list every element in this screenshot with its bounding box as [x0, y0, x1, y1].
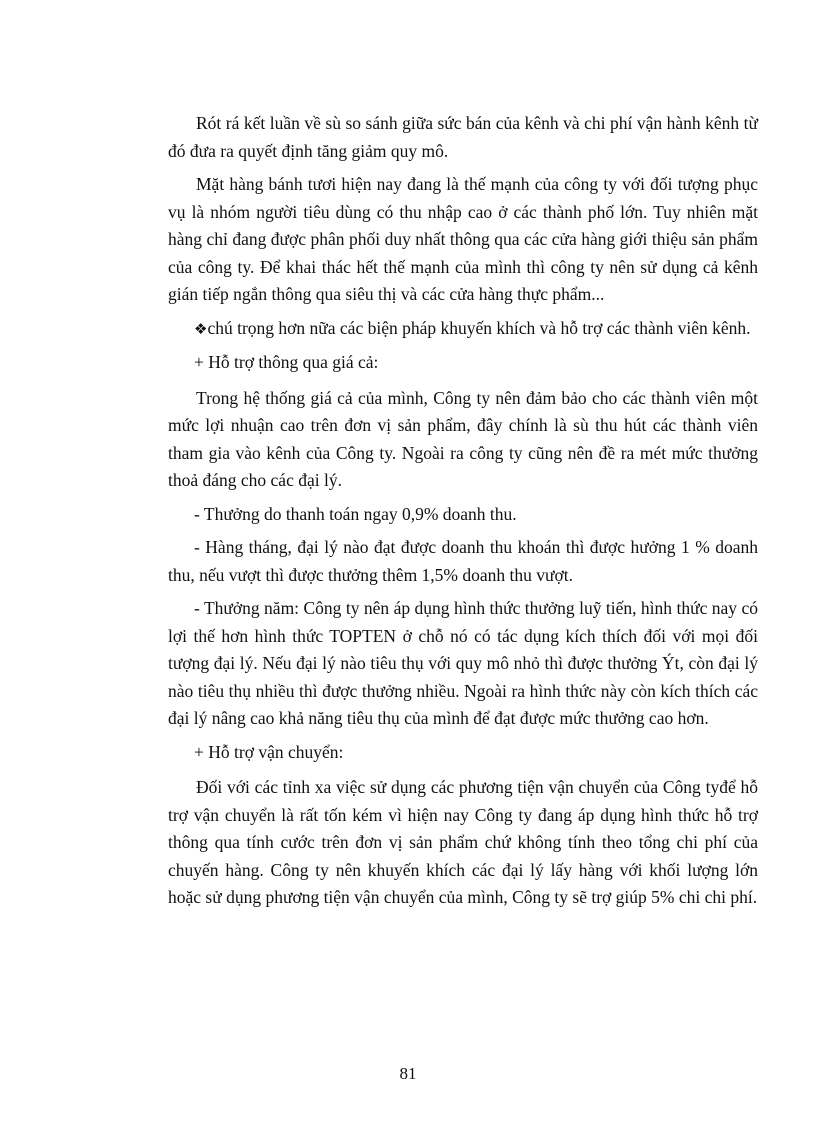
document-body — [168, 110, 758, 918]
bullet-text: chú trọng hơn nữa các biện pháp khuyến khích và hỗ trợ các thành viên kênh. — [207, 317, 751, 338]
page-number: 81 — [399, 1064, 417, 1083]
dash-item-instant-payment: - Thưởng do thanh toán ngay 0,9% doanh thu. — [194, 503, 517, 524]
bullet-support-members — [168, 315, 758, 344]
dash-item-yearly: - Thưởng năm: Công ty nên áp dụng hình thức thưởng luỹ tiến, hình thức nay có lợi thế hơn hình thức TOPTEN ở chỗ nó có tác dụng kích thích đối với mọi đối tượng đại lý. Nếu đại lý nào tiêu thụ với quy mô nhỏ thì được thưởng Ýt, còn đại lý nào tiêu thụ nhiều thì được thưởng nhiều. Ngoài ra hình thức này còn kích thích các đại lý nâng cao khả năng tiêu thụ của mình để đạt được mức thưởng cao hơn. — [168, 598, 758, 728]
heading-transport-support: + Hỗ trợ vận chuyển: — [194, 741, 344, 762]
diamond-bullet-icon: ❖ — [194, 319, 208, 338]
paragraph-price-system: Trong hệ thống giá cả của mình, Công ty nên đảm bảo cho các thành viên một mức lợi nhuận cao trên đơn vị sản phẩm, đây chính là sù thu hút các thành viên tham gia vào kênh của Công ty. Ngoài ra công ty cũng nên đề ra mét mức thưởng thoả đáng cho các đại lý. — [168, 387, 758, 490]
paragraph-conclusion: Rót rá kết luần về sù so sánh giữa sức bán của kênh và chi phí vận hành kênh từ đó đưa ra quyết định tăng giảm quy mô. — [168, 113, 758, 161]
heading-price-support: + Hỗ trợ thông qua giá cả: — [194, 352, 379, 372]
dash-item-monthly: - Hàng tháng, đại lý nào đạt được doanh thu khoán thì được hưởng 1 % doanh thu, nếu vượt thì được thưởng thêm 1,5% doanh thu vượt. — [168, 537, 758, 585]
paragraph-transport: Đối với các tỉnh xa việc sử dụng các phương tiện vận chuyển của Công tyđể hỗ trợ vận chuyển là rất tốn kém vì hiện nay Công ty đang áp dụng hình thức hỗ trợ thông qua tính cước trên đơn vị sản phẩm chứ không tính theo tổng chi phí của chuyến hàng. Công ty nên khuyến khích các đại lý lấy hàng với khối lượng lớn hoặc sử dụng phương tiện vận chuyển của mình, Công ty sẽ trợ giúp 5% chi chi phí. — [168, 777, 758, 907]
paragraph-fresh-cake: Mặt hàng bánh tươi hiện nay đang là thế mạnh của công ty với đối tượng phục vụ là nhóm người tiêu dùng có thu nhập cao ở các thành phố lớn. Tuy nhiên mặt hàng chỉ đang được phân phối duy nhất thông qua các cửa hàng giới thiệu sản phẩm của công ty. Để khai thác hết thế mạnh của mình thì công ty nên sử dụng cả kênh gián tiếp ngắn thông qua siêu thị và các cửa hàng thực phẩm... — [168, 174, 758, 304]
